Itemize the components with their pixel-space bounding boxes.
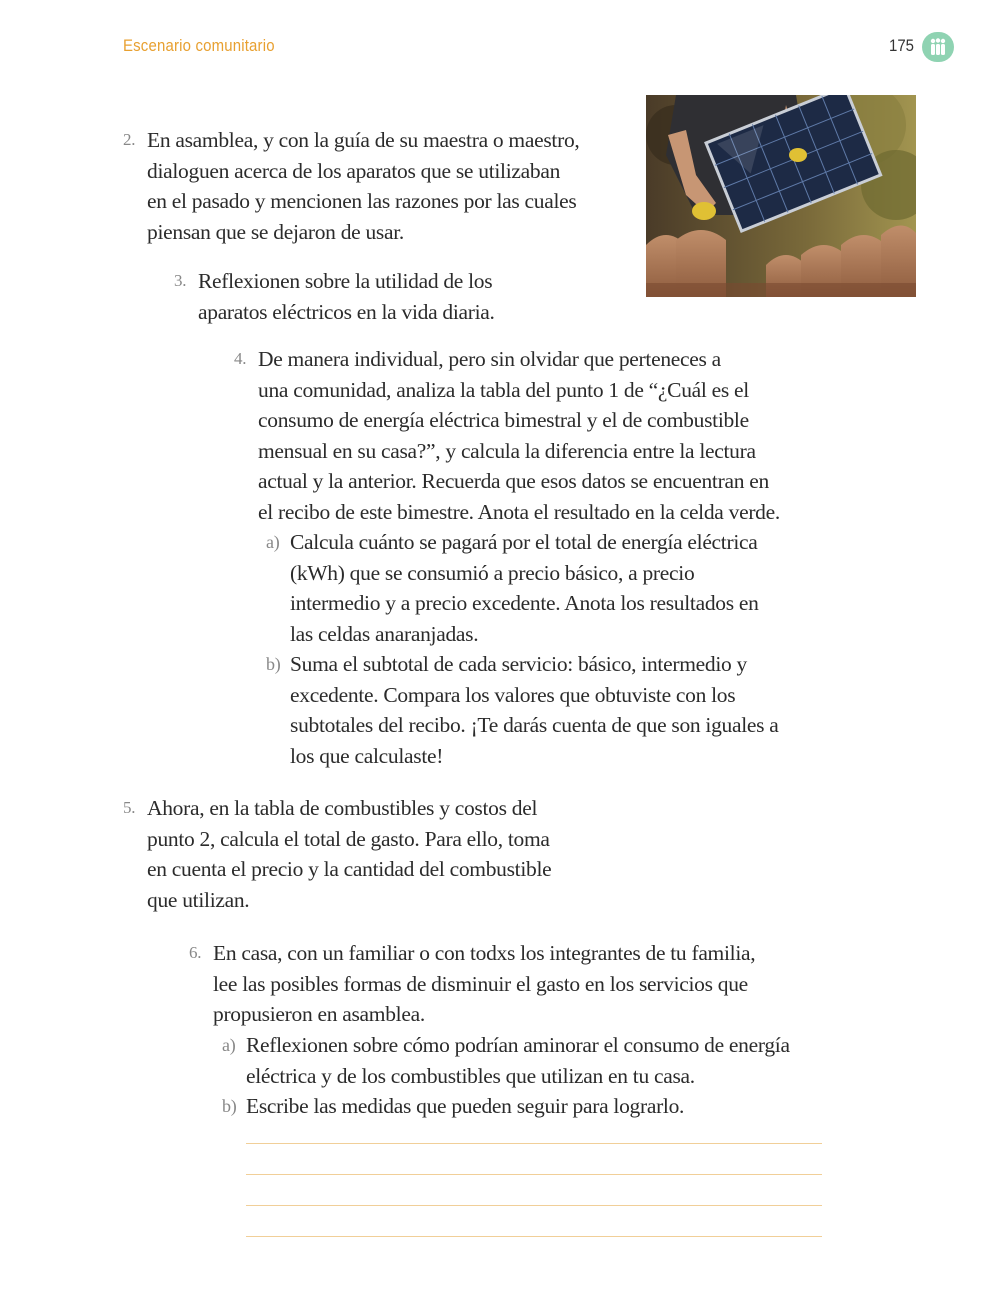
text-line: Reflexionen sobre cómo podrían aminorar el consumo de energía <box>246 1033 790 1057</box>
text-line: eléctrica y de los combustibles que utilizan en tu casa. <box>246 1063 695 1088</box>
text-line: Calcula cuánto se pagará por el total de energía eléctrica <box>290 530 758 554</box>
answer-line-2[interactable] <box>246 1174 822 1175</box>
activity-number: 2. <box>123 130 136 149</box>
solar-panel-photo <box>646 95 916 297</box>
activity-number: 4. <box>234 349 247 368</box>
text-line: propusieron en asamblea. <box>213 1002 425 1026</box>
sub-letter: b) <box>222 1096 237 1116</box>
text-line: subtotales del recibo. ¡Te darás cuenta de que son iguales a <box>290 713 779 737</box>
answer-line-1[interactable] <box>246 1143 822 1144</box>
activity-number: 6. <box>189 943 202 962</box>
activity-number: 3. <box>174 271 187 290</box>
text-line: en el pasado y mencionen las razones por las cuales <box>147 189 577 213</box>
activity-4-b <box>266 649 779 771</box>
activity-number: 5. <box>123 798 136 817</box>
text-line: intermedio y a precio excedente. Anota los resultados en <box>290 591 759 615</box>
text-line: En casa, con un familiar o con todxs los integrantes de tu familia, <box>213 941 756 965</box>
text-line: en cuenta el precio y la cantidad del combustible <box>147 857 552 881</box>
text-line: En asamblea, y con la guía de su maestra o maestro, <box>147 128 580 152</box>
text-line: que utilizan. <box>147 887 250 912</box>
text-line: Reflexionen sobre la utilidad de los <box>198 269 493 293</box>
activity-6-a <box>222 1030 790 1091</box>
text-line: los que calculaste! <box>290 743 444 768</box>
text-line: Ahora, en la tabla de combustibles y costos del <box>147 796 538 820</box>
text-line: lee las posibles formas de disminuir el gasto en los servicios que <box>213 971 748 996</box>
text-line: (kWh) que se consumió a precio básico, a precio <box>290 560 695 585</box>
section-title: Escenario comunitario <box>123 36 275 55</box>
activity-2 <box>123 125 580 247</box>
page-number: 175 <box>889 36 914 55</box>
answer-line-3[interactable] <box>246 1205 822 1206</box>
text-line: piensan que se dejaron de usar. <box>147 219 404 244</box>
text-line: De manera individual, pero sin olvidar que perteneces a <box>258 347 721 371</box>
activity-6-b <box>222 1091 685 1122</box>
activity-4-a <box>266 527 759 649</box>
text-line: excedente. Compara los valores que obtuviste con los <box>290 682 736 707</box>
sub-letter: b) <box>266 654 281 674</box>
text-line: una comunidad, analiza la tabla del punto 1 de “¿Cuál es el <box>258 377 749 402</box>
text-line: punto 2, calcula el total de gasto. Para ello, toma <box>147 826 550 851</box>
text-line: Suma el subtotal de cada servicio: básico, intermedio y <box>290 652 747 676</box>
text-line: el recibo de este bimestre. Anota el resultado en la celda verde. <box>258 499 780 524</box>
community-icon <box>922 32 954 62</box>
text-line: actual y la anterior. Recuerda que esos datos se encuentran en <box>258 469 769 493</box>
sub-letter: a) <box>266 532 280 552</box>
activity-6 <box>189 938 756 1030</box>
text-line: dialoguen acerca de los aparatos que se utilizaban <box>147 158 561 183</box>
answer-line-4[interactable] <box>246 1236 822 1237</box>
text-line: aparatos eléctricos en la vida diaria. <box>198 299 495 324</box>
text-line: las celdas anaranjadas. <box>290 621 479 646</box>
text-line: consumo de energía eléctrica bimestral y el de combustible <box>258 408 749 432</box>
text-line: mensual en su casa?”, y calcula la diferencia entre la lectura <box>258 438 756 463</box>
text-line: Escribe las medidas que pueden seguir para lograrlo. <box>246 1094 685 1118</box>
activity-3 <box>174 266 495 327</box>
activity-4 <box>234 344 780 527</box>
sub-letter: a) <box>222 1035 236 1055</box>
activity-5 <box>123 793 552 915</box>
